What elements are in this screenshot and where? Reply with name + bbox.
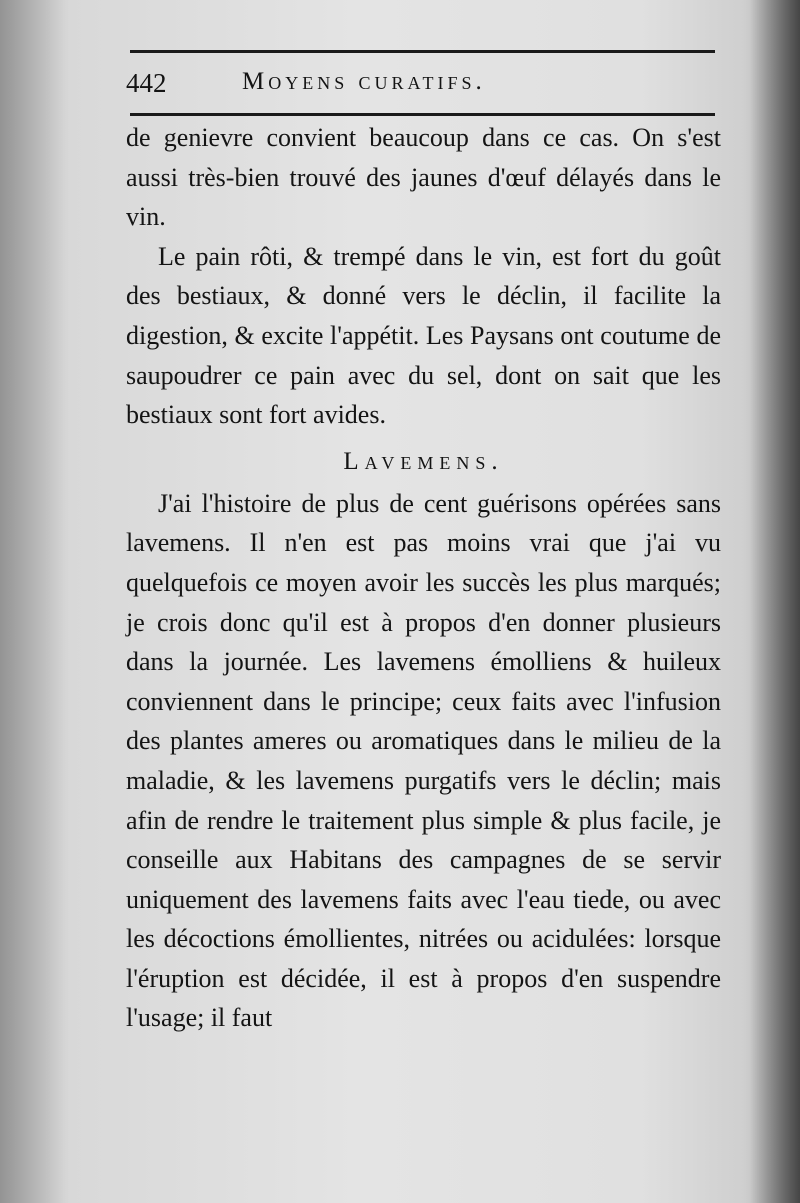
header-rule-top — [130, 50, 715, 53]
running-title: Moyens curatifs. — [242, 68, 486, 95]
page-number: 442 — [126, 68, 167, 98]
running-header — [126, 60, 721, 110]
section-title: Lavemens. — [343, 447, 504, 475]
paragraph: J'ai l'histoire de plus de cent guérisons opérées sans lavemens. Il n'en est pas moins vrai que j'ai vu quelquefois ce moyen avoir les succès les plus marqués; je crois donc qu'il est à propos d'en donner plusieurs dans la journée. Les lavemens émolliens & huileux conviennent dans le principe; ceux faits avec l'infusion des plantes ameres ou aromatiques dans le milieu de la maladie, & les lavemens purgatifs vers le déclin; mais afin de rendre le traitement plus simple & plus facile, je conseille aux Habitans des campagnes de se servir uniquement des lavemens faits avec l'eau tiede, ou avec les décoctions émollientes, nitrées ou acidulées: lorsque l'éruption est décidée, il est à propos d'en suspendre l'usage; il faut — [126, 488, 721, 1033]
page-body — [126, 118, 721, 1038]
page-gutter-shadow — [0, 0, 70, 1203]
header-rule-bottom — [130, 113, 715, 116]
paragraph-continued: de genievre convient beaucoup dans ce cas. On s'est aussi très-bien trouvé des jaunes d'œuf délayés dans le vin. — [126, 123, 721, 232]
page-edge-shadow — [750, 0, 800, 1203]
paragraph: Le pain rôti, & trempé dans le vin, est fort du goût des bestiaux, & donné vers le déclin, il facilite la digestion, & excite l'appétit. Les Paysans ont coutume de saupoudrer ce pain avec du sel, dont on sait que les bestiaux sont fort avides. — [126, 241, 721, 430]
